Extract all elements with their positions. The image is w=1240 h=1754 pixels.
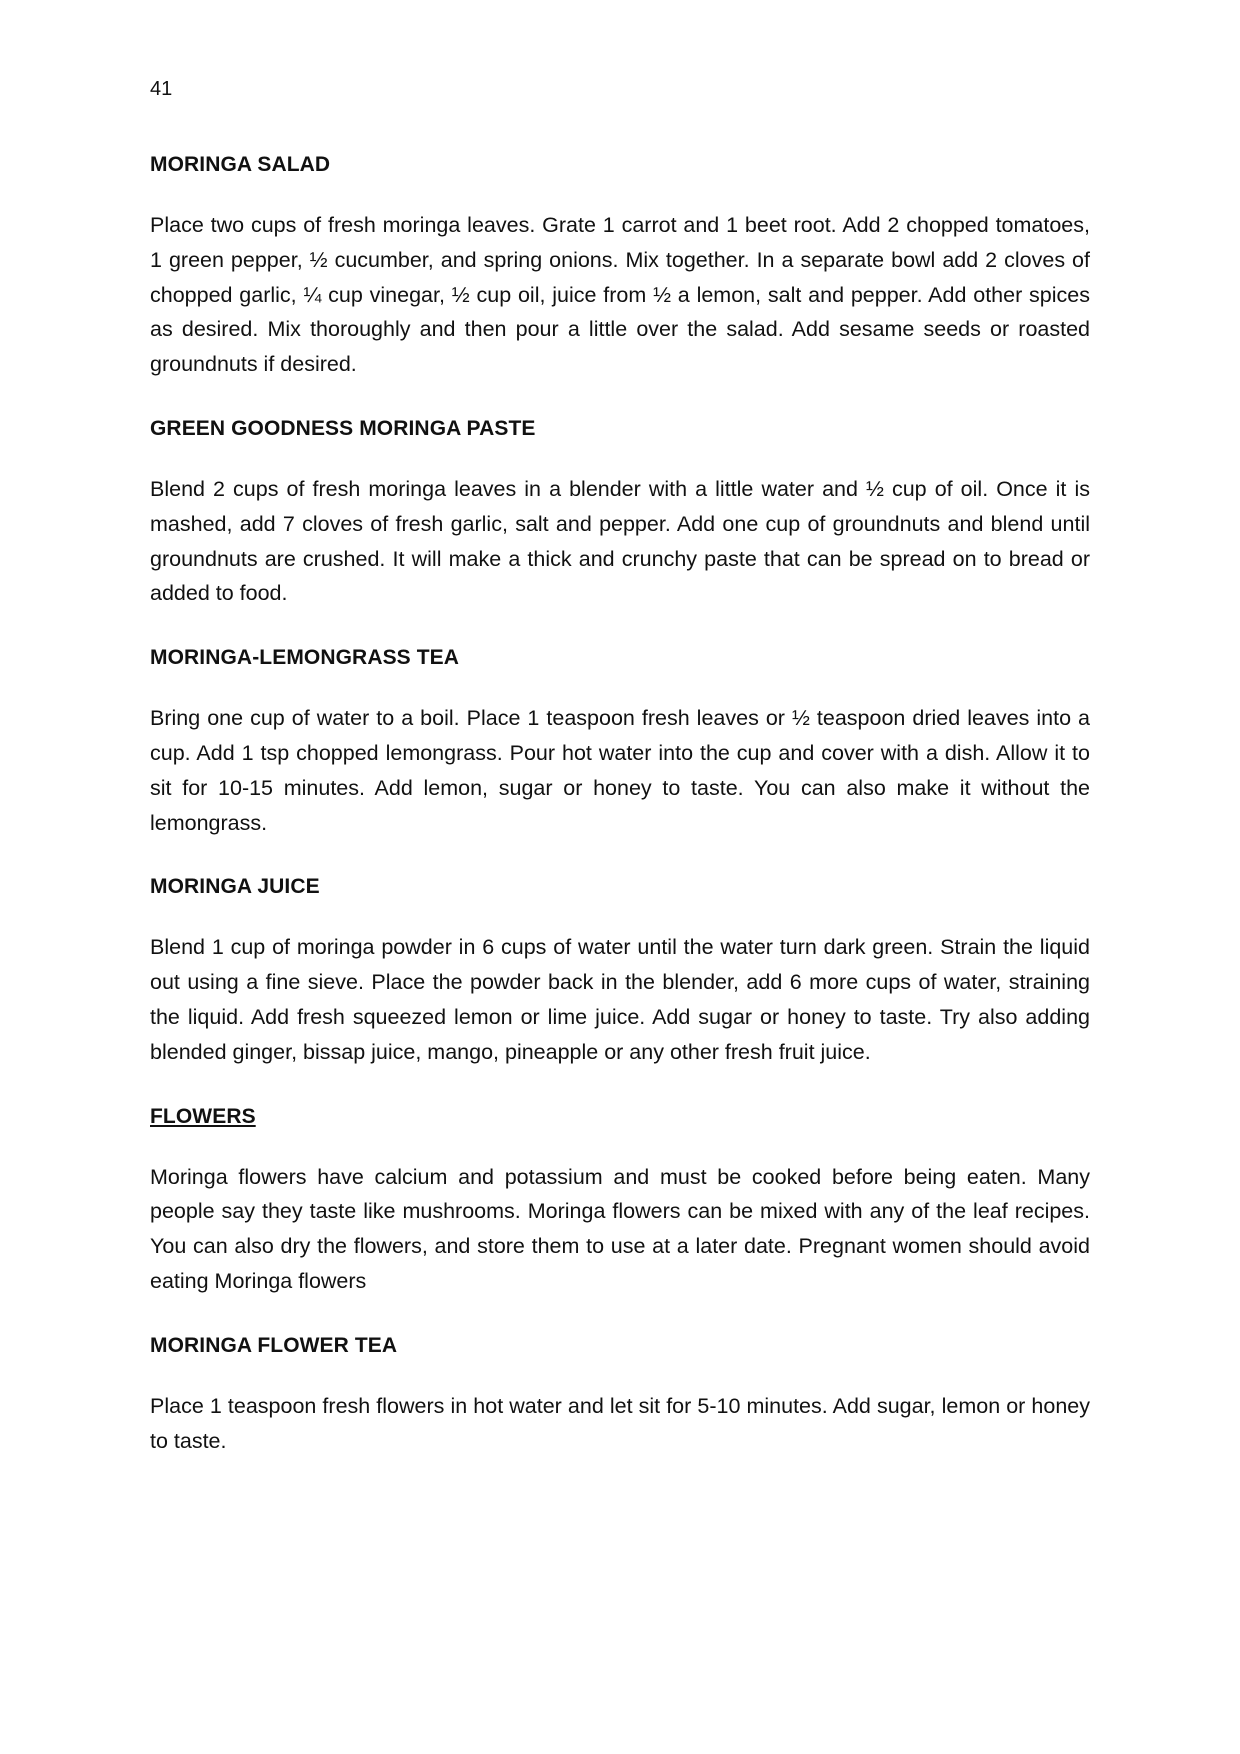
page-content bbox=[150, 150, 1090, 1490]
section-heading: FLOWERS bbox=[150, 1104, 256, 1128]
recipe-moringa-juice bbox=[150, 872, 1090, 1069]
recipe-flower-tea bbox=[150, 1331, 1090, 1459]
flowers-section bbox=[150, 1102, 1090, 1299]
section-paragraph: Blend 2 cups of fresh moringa leaves in a blender with a little water and ½ cup of oil. Once it is mashed, add 7 cloves of fresh garlic, salt and pepper. Add one cup of groundnuts and blend until groundnuts are crushed. It will make a thick and crunchy paste that can be spread on to bread or added to food. bbox=[150, 476, 1090, 606]
page-number: 41 bbox=[150, 78, 173, 100]
section-paragraph: Place two cups of fresh moringa leaves. Grate 1 carrot and 1 beet root. Add 2 chopped tomatoes, 1 green pepper, ½ cucumber, and spring onions. Mix together. In a separate bowl add 2 cloves of chopped garlic, ¼ cup vinegar, ½ cup oil, juice from ½ a lemon, salt and pepper. Add other spices as desired. Mix thoroughly and then pour a little over the salad. Add sesame seeds or roasted groundnuts if desired. bbox=[150, 213, 1090, 377]
section-paragraph: Bring one cup of water to a boil. Place 1 teaspoon fresh leaves or ½ teaspoon dried leaves into a cup. Add 1 tsp chopped lemongrass. Pour hot water into the cup and cover with a dish. Allow it to sit for 10-15 minutes. Add lemon, sugar or honey to taste. You can also make it without the lemongrass. bbox=[150, 706, 1090, 835]
section-heading: MORINGA-LEMONGRASS TEA bbox=[150, 646, 460, 670]
section-paragraph: Place 1 teaspoon fresh flowers in hot water and let sit for 5-10 minutes. Add sugar, lemon or honey to taste. bbox=[150, 1393, 1090, 1453]
section-heading: GREEN GOODNESS MORINGA PASTE bbox=[150, 416, 536, 440]
section-paragraph: Moringa flowers have calcium and potassium and must be cooked before being eaten. Many people say they taste like mushrooms. Moringa flowers can be mixed with any of the leaf recipes. You can also dry the flowers, and store them to use at a later date. Pregnant women should avoid eating Moringa flowers bbox=[150, 1164, 1090, 1293]
recipe-green-goodness-paste bbox=[150, 414, 1090, 611]
section-paragraph: Blend 1 cup of moringa powder in 6 cups of water until the water turn dark green. Strain the liquid out using a fine sieve. Place the powder back in the blender, add 6 more cups of water, straining the liquid. Add fresh squeezed lemon or lime juice. Add sugar or honey to taste. Try also adding blended ginger, bissap juice, mango, pineapple or any other fresh fruit juice. bbox=[150, 935, 1090, 1064]
section-heading: MORINGA JUICE bbox=[150, 875, 320, 899]
recipe-moringa-salad bbox=[150, 150, 1090, 382]
section-heading: MORINGA SALAD bbox=[150, 153, 331, 176]
recipe-lemongrass-tea bbox=[150, 643, 1090, 840]
section-heading: MORINGA FLOWER TEA bbox=[150, 1333, 398, 1357]
